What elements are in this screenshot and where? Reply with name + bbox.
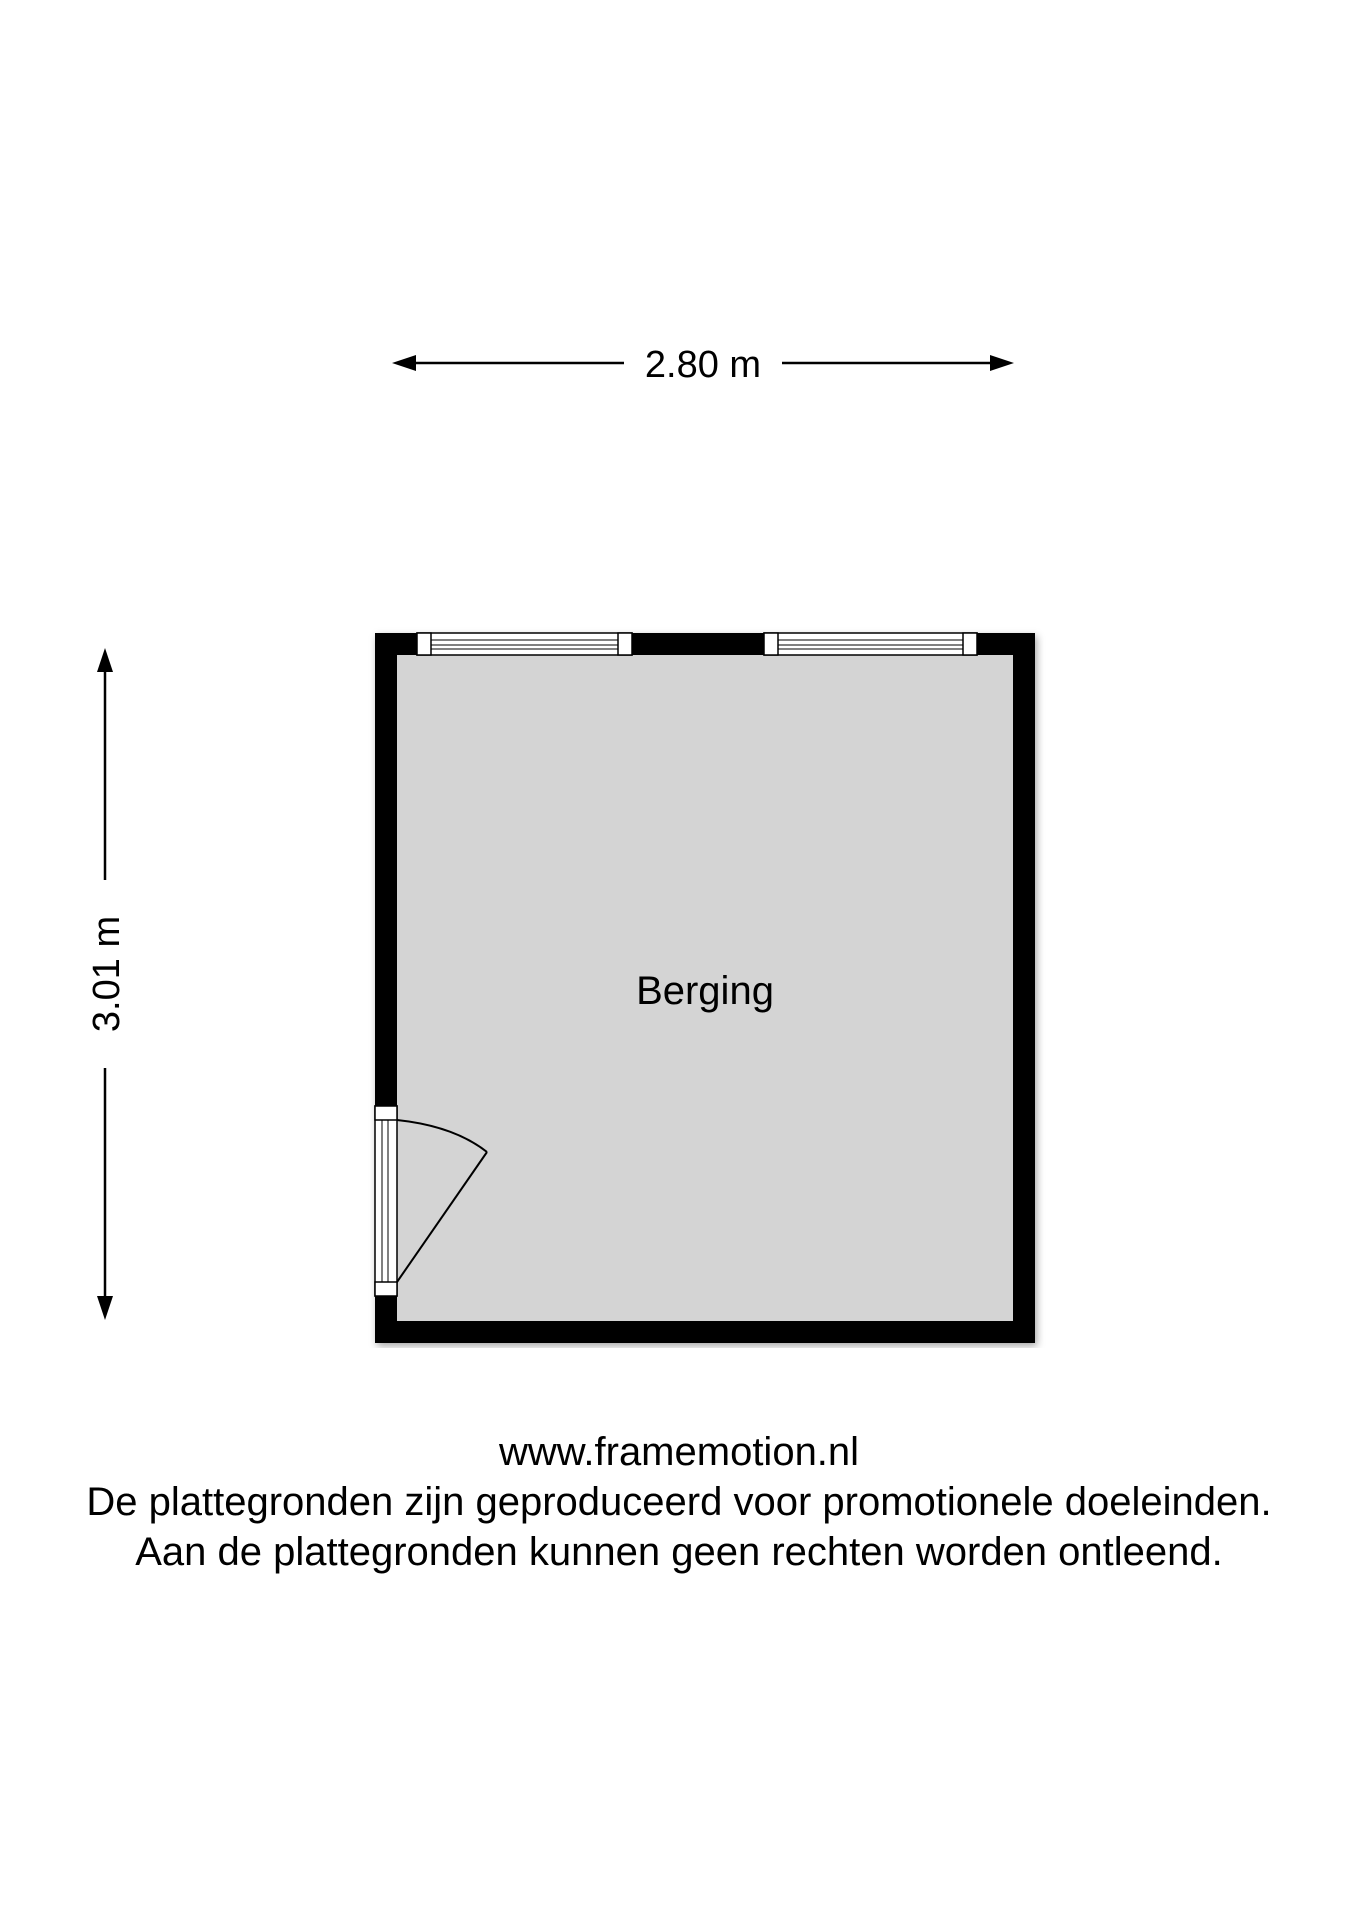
height-dimension: [82, 648, 128, 1320]
arrow-left-icon: [392, 355, 416, 371]
window-top-left: [417, 633, 632, 655]
arrow-right-icon: [990, 355, 1014, 371]
height-dimension-label: 3.01 m: [86, 915, 128, 1033]
width-dimension: [392, 340, 1014, 386]
width-dimension-label: 2.80 m: [644, 344, 762, 386]
disclaimer-line-1: De plattegronden zijn geproduceerd voor promotionele doeleinden.: [86, 1480, 1272, 1524]
disclaimer-line-2: Aan de plattegronden kunnen geen rechten worden ontleend.: [135, 1530, 1223, 1574]
room-label: Berging: [636, 969, 774, 1013]
footer: [0, 1427, 1358, 1577]
website-link[interactable]: www.framemotion.nl: [498, 1430, 860, 1474]
arrow-down-icon: [97, 1296, 113, 1320]
arrow-up-icon: [97, 648, 113, 672]
floor-plan: [360, 618, 1050, 1348]
window-top-right: [764, 633, 977, 655]
